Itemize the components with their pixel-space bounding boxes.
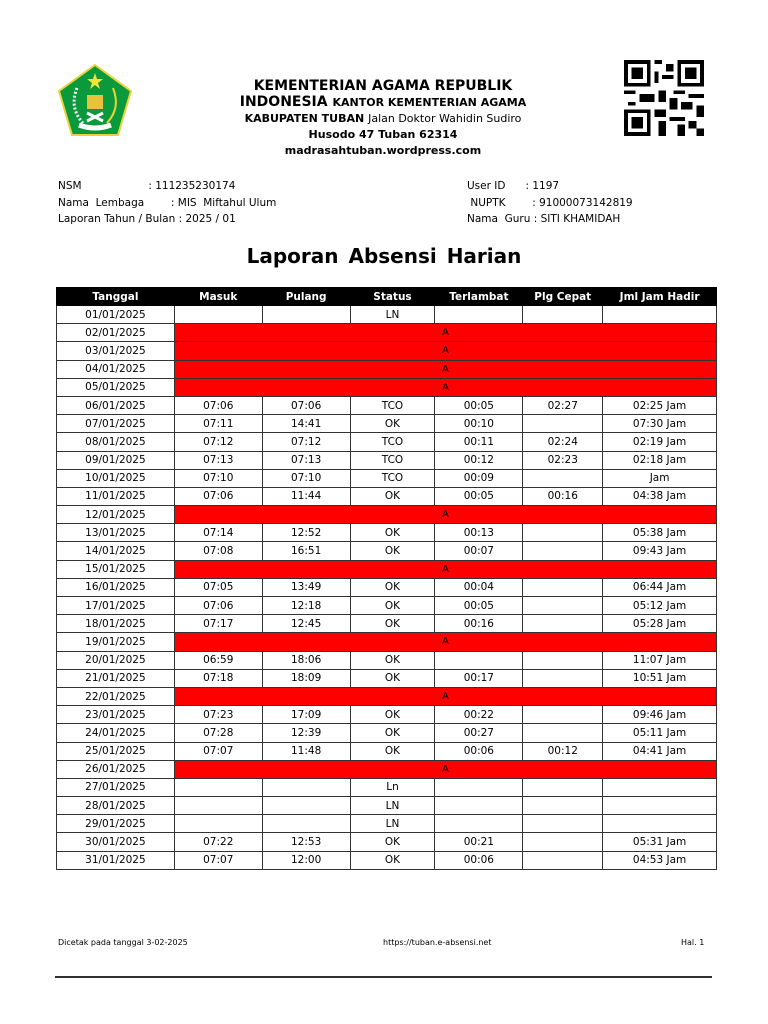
table-row: [57, 542, 717, 560]
late-cell: 00:22: [435, 706, 523, 724]
hours-cell: 05:38 Jam: [603, 524, 717, 542]
hours-cell: 11:07 Jam: [603, 651, 717, 669]
late-cell: [435, 778, 523, 796]
check-in-cell: 07:06: [174, 396, 262, 414]
info-user-id: User ID : 1197: [467, 180, 560, 192]
table-row: [57, 597, 717, 615]
late-cell: 00:05: [435, 487, 523, 505]
info-nsm: NSM : 111235230174: [58, 180, 236, 192]
table-row: [57, 469, 717, 487]
status-cell: OK: [350, 542, 435, 560]
report-title: Laporan Absensi Harian: [246, 244, 522, 268]
footer-url: https://tuban.e-absensi.net: [383, 938, 492, 947]
date-cell: 22/01/2025: [57, 687, 175, 705]
early-leave-cell: 02:24: [523, 433, 603, 451]
check-in-cell: 07:18: [174, 669, 262, 687]
late-cell: [435, 651, 523, 669]
status-cell: OK: [350, 724, 435, 742]
date-cell: 05/01/2025: [57, 378, 175, 396]
check-in-cell: 07:07: [174, 742, 262, 760]
header-line-2-big: INDONESIA: [239, 94, 328, 110]
date-cell: 08/01/2025: [57, 433, 175, 451]
check-out-cell: 07:12: [262, 433, 350, 451]
status-cell: OK: [350, 669, 435, 687]
late-cell: 00:05: [435, 597, 523, 615]
date-cell: 14/01/2025: [57, 542, 175, 560]
date-cell: 17/01/2025: [57, 597, 175, 615]
early-leave-cell: [523, 651, 603, 669]
late-cell: 00:07: [435, 542, 523, 560]
check-out-cell: [262, 815, 350, 833]
status-cell: OK: [350, 851, 435, 869]
table-row: [57, 797, 717, 815]
absent-cell: A: [174, 633, 716, 651]
early-leave-cell: 02:27: [523, 396, 603, 414]
column-header: Plg Cepat: [523, 288, 603, 306]
check-out-cell: 12:52: [262, 524, 350, 542]
late-cell: [435, 797, 523, 815]
table-row: [57, 669, 717, 687]
header-address: Husodo 47 Tuban 62314: [308, 128, 458, 141]
header-line-3-rest: Jalan Doktor Wahidin Sudiro: [368, 112, 522, 125]
table-row: [57, 324, 717, 342]
date-cell: 15/01/2025: [57, 560, 175, 578]
check-in-cell: 07:07: [174, 851, 262, 869]
table-row: [57, 651, 717, 669]
status-cell: OK: [350, 742, 435, 760]
late-cell: 00:27: [435, 724, 523, 742]
check-out-cell: 07:10: [262, 469, 350, 487]
absent-cell: A: [174, 687, 716, 705]
table-row: [57, 633, 717, 651]
status-cell: OK: [350, 615, 435, 633]
table-row: [57, 687, 717, 705]
check-out-cell: 17:09: [262, 706, 350, 724]
check-in-cell: 07:28: [174, 724, 262, 742]
date-cell: 23/01/2025: [57, 706, 175, 724]
late-cell: 00:09: [435, 469, 523, 487]
table-header-row: [57, 288, 717, 306]
absent-cell: A: [174, 324, 716, 342]
date-cell: 20/01/2025: [57, 651, 175, 669]
early-leave-cell: [523, 542, 603, 560]
date-cell: 03/01/2025: [57, 342, 175, 360]
absent-cell: A: [174, 760, 716, 778]
late-cell: 00:13: [435, 524, 523, 542]
status-cell: OK: [350, 524, 435, 542]
hours-cell: 02:18 Jam: [603, 451, 717, 469]
header-line-1: KEMENTERIAN AGAMA REPUBLIK: [253, 78, 513, 94]
date-cell: 29/01/2025: [57, 815, 175, 833]
late-cell: 00:10: [435, 415, 523, 433]
table-row: [57, 778, 717, 796]
hours-cell: 10:51 Jam: [603, 669, 717, 687]
absent-cell: A: [174, 360, 716, 378]
table-row: [57, 524, 717, 542]
footer-divider: [55, 976, 712, 978]
date-cell: 27/01/2025: [57, 778, 175, 796]
info-nuptk: NUPTK : 91000073142819: [467, 196, 633, 209]
check-out-cell: 12:45: [262, 615, 350, 633]
check-out-cell: 12:18: [262, 597, 350, 615]
table-row: [57, 415, 717, 433]
check-in-cell: 07:13: [174, 451, 262, 469]
check-out-cell: 12:00: [262, 851, 350, 869]
check-out-cell: 11:48: [262, 742, 350, 760]
hours-cell: 02:19 Jam: [603, 433, 717, 451]
footer-printed-date: Dicetak pada tanggal 3-02-2025: [58, 938, 188, 947]
hours-cell: 05:12 Jam: [603, 597, 717, 615]
early-leave-cell: [523, 815, 603, 833]
early-leave-cell: [523, 833, 603, 851]
late-cell: 00:11: [435, 433, 523, 451]
check-in-cell: [174, 797, 262, 815]
check-out-cell: 13:49: [262, 578, 350, 596]
early-leave-cell: [523, 724, 603, 742]
institution-header: [200, 78, 566, 159]
footer-page-number: Hal. 1: [681, 938, 705, 947]
date-cell: 18/01/2025: [57, 615, 175, 633]
early-leave-cell: [523, 851, 603, 869]
table-row: [57, 760, 717, 778]
header-website: madrasahtuban.wordpress.com: [284, 144, 482, 157]
early-leave-cell: [523, 615, 603, 633]
status-cell: LN: [350, 815, 435, 833]
check-in-cell: 07:08: [174, 542, 262, 560]
date-cell: 12/01/2025: [57, 506, 175, 524]
check-in-cell: 07:12: [174, 433, 262, 451]
table-row: [57, 396, 717, 414]
late-cell: 00:16: [435, 615, 523, 633]
date-cell: 24/01/2025: [57, 724, 175, 742]
status-cell: OK: [350, 578, 435, 596]
early-leave-cell: [523, 669, 603, 687]
late-cell: 00:12: [435, 451, 523, 469]
check-out-cell: [262, 306, 350, 324]
column-header: Tanggal: [57, 288, 175, 306]
check-out-cell: [262, 778, 350, 796]
date-cell: 10/01/2025: [57, 469, 175, 487]
info-left: [58, 178, 276, 228]
early-leave-cell: [523, 597, 603, 615]
check-in-cell: 07:06: [174, 597, 262, 615]
early-leave-cell: 00:12: [523, 742, 603, 760]
date-cell: 04/01/2025: [57, 360, 175, 378]
absent-cell: A: [174, 378, 716, 396]
date-cell: 11/01/2025: [57, 487, 175, 505]
check-in-cell: 07:17: [174, 615, 262, 633]
hours-cell: 06:44 Jam: [603, 578, 717, 596]
hours-cell: 04:41 Jam: [603, 742, 717, 760]
status-cell: Ln: [350, 778, 435, 796]
hours-cell: 04:53 Jam: [603, 851, 717, 869]
check-out-cell: 12:53: [262, 833, 350, 851]
check-in-cell: 06:59: [174, 651, 262, 669]
early-leave-cell: [523, 797, 603, 815]
late-cell: 00:06: [435, 851, 523, 869]
date-cell: 09/01/2025: [57, 451, 175, 469]
table-row: [57, 487, 717, 505]
status-cell: TCO: [350, 469, 435, 487]
table-row: [57, 342, 717, 360]
check-in-cell: 07:06: [174, 487, 262, 505]
qr-code-icon: [624, 60, 704, 136]
table-row: [57, 578, 717, 596]
check-in-cell: [174, 778, 262, 796]
hours-cell: 09:46 Jam: [603, 706, 717, 724]
info-right: [467, 178, 633, 228]
status-cell: OK: [350, 833, 435, 851]
late-cell: [435, 306, 523, 324]
check-in-cell: 07:05: [174, 578, 262, 596]
check-in-cell: 07:11: [174, 415, 262, 433]
early-leave-cell: [523, 306, 603, 324]
status-cell: OK: [350, 597, 435, 615]
check-out-cell: 07:13: [262, 451, 350, 469]
column-header: Jml Jam Hadir: [603, 288, 717, 306]
header-line-3: [200, 111, 566, 127]
check-out-cell: 14:41: [262, 415, 350, 433]
table-body: [57, 306, 717, 870]
date-cell: 19/01/2025: [57, 633, 175, 651]
status-cell: OK: [350, 651, 435, 669]
table-row: [57, 724, 717, 742]
early-leave-cell: [523, 469, 603, 487]
table-row: [57, 615, 717, 633]
status-cell: OK: [350, 487, 435, 505]
check-out-cell: 07:06: [262, 396, 350, 414]
table-row: [57, 451, 717, 469]
hours-cell: 05:28 Jam: [603, 615, 717, 633]
date-cell: 31/01/2025: [57, 851, 175, 869]
table-row: [57, 815, 717, 833]
header-line-3-bold: KABUPATEN TUBAN: [244, 112, 365, 125]
check-out-cell: 12:39: [262, 724, 350, 742]
late-cell: 00:05: [435, 396, 523, 414]
hours-cell: [603, 797, 717, 815]
late-cell: 00:04: [435, 578, 523, 596]
table-row: [57, 833, 717, 851]
status-cell: LN: [350, 306, 435, 324]
column-header: Terlambat: [435, 288, 523, 306]
late-cell: 00:17: [435, 669, 523, 687]
table-row: [57, 360, 717, 378]
check-in-cell: 07:10: [174, 469, 262, 487]
table-row: [57, 560, 717, 578]
early-leave-cell: [523, 415, 603, 433]
early-leave-cell: 02:23: [523, 451, 603, 469]
table-row: [57, 378, 717, 396]
column-header: Pulang: [262, 288, 350, 306]
hours-cell: [603, 778, 717, 796]
early-leave-cell: [523, 706, 603, 724]
check-out-cell: [262, 797, 350, 815]
hours-cell: 05:11 Jam: [603, 724, 717, 742]
info-guru: Nama Guru : SITI KHAMIDAH: [467, 213, 621, 225]
column-header: Status: [350, 288, 435, 306]
info-lembaga: Nama Lembaga : MIS Miftahul Ulum: [58, 196, 277, 209]
table-row: [57, 706, 717, 724]
date-cell: 07/01/2025: [57, 415, 175, 433]
header-line-2: [200, 94, 566, 111]
check-out-cell: 18:06: [262, 651, 350, 669]
date-cell: 26/01/2025: [57, 760, 175, 778]
hours-cell: Jam: [603, 469, 717, 487]
kemenag-logo-icon: [57, 63, 133, 139]
table-row: [57, 306, 717, 324]
late-cell: [435, 815, 523, 833]
date-cell: 06/01/2025: [57, 396, 175, 414]
hours-cell: [603, 815, 717, 833]
check-in-cell: [174, 815, 262, 833]
absent-cell: A: [174, 506, 716, 524]
status-cell: TCO: [350, 433, 435, 451]
date-cell: 25/01/2025: [57, 742, 175, 760]
table-row: [57, 742, 717, 760]
table-row: [57, 506, 717, 524]
info-laporan: Laporan Tahun / Bulan : 2025 / 01: [58, 213, 236, 225]
table-row: [57, 433, 717, 451]
hours-cell: 04:38 Jam: [603, 487, 717, 505]
column-header: Masuk: [174, 288, 262, 306]
hours-cell: 07:30 Jam: [603, 415, 717, 433]
status-cell: OK: [350, 706, 435, 724]
date-cell: 13/01/2025: [57, 524, 175, 542]
header-line-2-small: KANTOR KEMENTERIAN AGAMA: [332, 96, 527, 109]
absent-cell: A: [174, 342, 716, 360]
hours-cell: 09:43 Jam: [603, 542, 717, 560]
date-cell: 02/01/2025: [57, 324, 175, 342]
status-cell: TCO: [350, 451, 435, 469]
date-cell: 21/01/2025: [57, 669, 175, 687]
check-in-cell: 07:14: [174, 524, 262, 542]
date-cell: 30/01/2025: [57, 833, 175, 851]
early-leave-cell: [523, 578, 603, 596]
hours-cell: [603, 306, 717, 324]
early-leave-cell: [523, 524, 603, 542]
hours-cell: 05:31 Jam: [603, 833, 717, 851]
check-out-cell: 18:09: [262, 669, 350, 687]
late-cell: 00:06: [435, 742, 523, 760]
date-cell: 28/01/2025: [57, 797, 175, 815]
status-cell: OK: [350, 415, 435, 433]
late-cell: 00:21: [435, 833, 523, 851]
check-in-cell: 07:22: [174, 833, 262, 851]
check-in-cell: 07:23: [174, 706, 262, 724]
check-out-cell: 16:51: [262, 542, 350, 560]
check-out-cell: 11:44: [262, 487, 350, 505]
early-leave-cell: [523, 778, 603, 796]
status-cell: TCO: [350, 396, 435, 414]
check-in-cell: [174, 306, 262, 324]
date-cell: 16/01/2025: [57, 578, 175, 596]
status-cell: LN: [350, 797, 435, 815]
hours-cell: 02:25 Jam: [603, 396, 717, 414]
attendance-table: [56, 287, 717, 870]
early-leave-cell: 00:16: [523, 487, 603, 505]
table-row: [57, 851, 717, 869]
date-cell: 01/01/2025: [57, 306, 175, 324]
absent-cell: A: [174, 560, 716, 578]
